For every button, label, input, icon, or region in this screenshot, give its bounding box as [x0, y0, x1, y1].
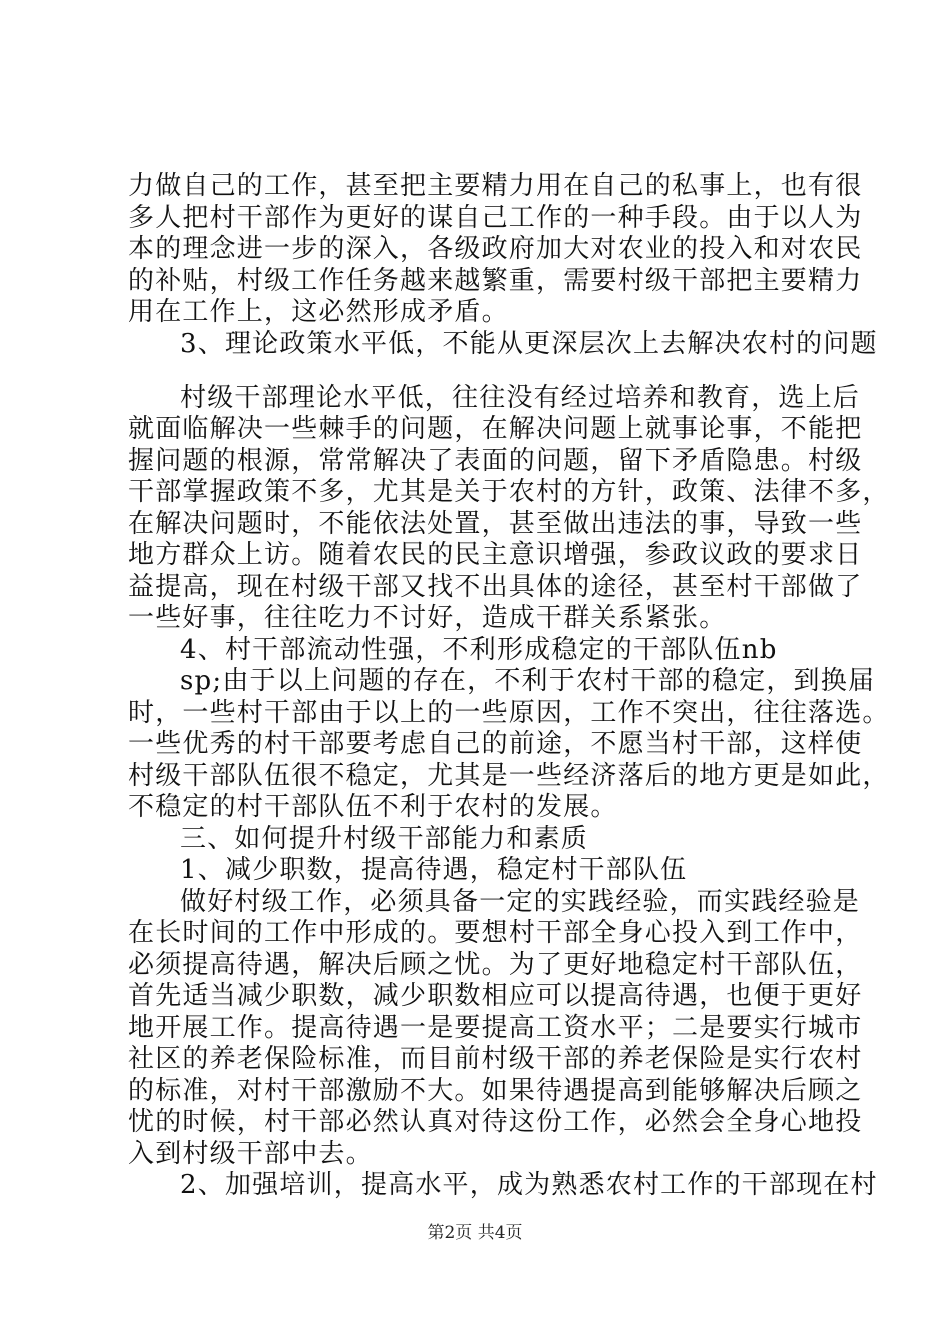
chapter-heading: 三、如何提升村级干部能力和素质	[180, 823, 589, 854]
section-heading: 4、村干部流动性强，不利形成稳定的干部队伍nb	[180, 634, 778, 665]
body-line: 首先适当减少职数，减少职数相应可以提高待遇，也便于更好	[128, 981, 863, 1011]
body-line: 入到村级干部中去。	[128, 1138, 373, 1169]
body-line: 在解决问题时，不能依法处置，甚至做出违法的事，导致一些	[128, 508, 863, 539]
document-body	[128, 171, 890, 1202]
section-heading: 1、减少职数，提高待遇，稳定村干部队伍	[180, 855, 688, 885]
body-line: 必须提高待遇，解决后顾之忧。为了更好地稳定村干部队伍，	[128, 949, 863, 980]
body-line: 社区的养老保险标准，而目前村级干部的养老保险是实行农村	[128, 1044, 863, 1074]
section-heading: 2、加强培训，提高水平，成为熟悉农村工作的干部现在村	[180, 1170, 878, 1200]
paragraph-first-line: 村级干部理论水平低，往往没有经过培养和教育，选上后	[180, 382, 861, 413]
body-line: 多人把村干部作为更好的谋自己工作的一种手段。由于以人为	[128, 202, 863, 233]
body-line: 力做自己的工作，甚至把主要精力用在自己的私事上，也有很	[128, 171, 863, 201]
body-line: 用在工作上，这必然形成矛盾。	[128, 297, 509, 327]
body-line: 地方群众上访。随着农民的民主意识增强，参政议政的要求日	[128, 540, 863, 570]
page-number-footer: 第2页 共4页	[427, 1223, 523, 1243]
body-line: 忧的时候，村干部必然认真对待这份工作，必然会全身心地投	[128, 1107, 863, 1137]
body-line: 的标准，对村干部激励不大。如果待遇提高到能够解决后顾之	[128, 1075, 863, 1106]
body-line: 本的理念进一步的深入，各级政府加大对农业的投入和对农民	[128, 234, 863, 264]
body-line: 的补贴，村级工作任务越来越繁重，需要村级干部把主要精力	[128, 265, 863, 296]
body-line: 地开展工作。提高待遇一是要提高工资水平；二是要实行城市	[128, 1012, 863, 1043]
body-line: 在长时间的工作中形成的。要想村干部全身心投入到工作中，	[128, 918, 863, 948]
paragraph-first-line: sp;由于以上问题的存在，不利于农村干部的稳定，到换届	[180, 666, 876, 696]
section-heading: 3、理论政策水平低，不能从更深层次上去解决农村的问题	[180, 328, 878, 359]
body-line: 村级干部队伍很不稳定，尤其是一些经济落后的地方更是如此，	[128, 760, 890, 791]
body-line: 益提高，现在村级干部又找不出具体的途径，甚至村干部做了	[128, 571, 863, 602]
body-line: 时，一些村干部由于以上的一些原因，工作不突出，往往落选。	[128, 697, 890, 728]
body-line: 一些好事，往往吃力不讨好，造成干群关系紧张。	[128, 603, 727, 633]
body-line: 就面临解决一些棘手的问题，在解决问题上就事论事，不能把	[128, 414, 863, 444]
body-line: 握问题的根源，常常解决了表面的问题，留下矛盾隐患。村级	[128, 445, 863, 476]
body-line: 一些优秀的村干部要考虑自己的前途，不愿当村干部，这样使	[128, 729, 863, 759]
body-line: 干部掌握政策不多，尤其是关于农村的方针，政策、法律不多，	[128, 477, 890, 507]
paragraph-first-line: 做好村级工作，必须具备一定的实践经验，而实践经验是	[180, 886, 861, 917]
body-line: 不稳定的村干部队伍不利于农村的发展。	[128, 792, 618, 822]
